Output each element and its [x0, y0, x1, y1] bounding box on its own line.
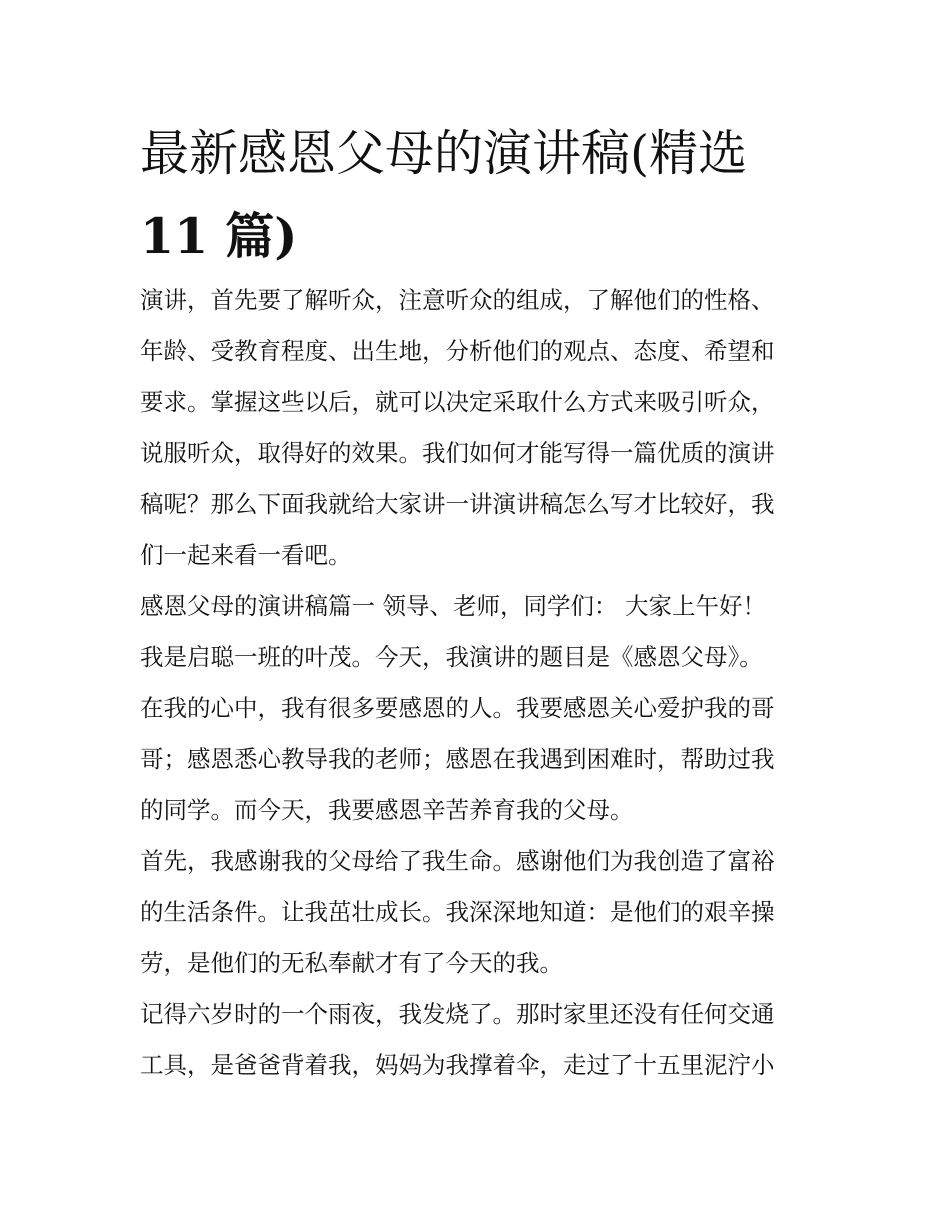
text-line: 演讲，首先要了解听众，注意听众的组成，了解他们的性格、 — [140, 286, 775, 314]
text-line: 工具，是爸爸背着我，妈妈为我撑着伞，走过了十五里泥泞小 — [140, 1051, 775, 1079]
document-body — [140, 282, 820, 1098]
text-line: 感恩父母的演讲稿篇一 领导、老师，同学们： 大家上午好！ — [140, 592, 766, 620]
text-line: 说服听众，取得好的效果。我们如何才能写得一篇优质的演讲 — [140, 439, 775, 467]
text-line: 哥；感恩悉心教导我的老师；感恩在我遇到困难时，帮助过我 — [140, 745, 775, 773]
text-line: 我是启聪一班的叶茂。今天，我演讲的题目是《感恩父母》。 — [140, 643, 763, 671]
title-line-1: 最新感恩父母的演讲稿(精选 — [140, 125, 748, 182]
text-line: 要求。掌握这些以后，就可以决定采取什么方式来吸引听众， — [140, 388, 775, 416]
text-line: 记得六岁时的一个雨夜，我发烧了。那时家里还没有任何交通 — [140, 1000, 775, 1028]
text-line: 年龄、受教育程度、出生地，分析他们的观点、态度、希望和 — [140, 337, 775, 365]
text-line: 的同学。而今天，我要感恩辛苦养育我的父母。 — [140, 796, 634, 824]
document-title — [140, 112, 747, 278]
text-line: 稿呢？那么下面我就给大家讲一讲演讲稿怎么写才比较好，我 — [140, 490, 775, 518]
text-line: 们一起来看一看吧。 — [140, 541, 352, 569]
text-line: 劳，是他们的无私奉献才有了今天的我。 — [140, 949, 563, 977]
text-line: 首先，我感谢我的父母给了我生命。感谢他们为我创造了富裕 — [140, 847, 775, 875]
text-line: 的生活条件。让我茁壮成长。我深深地知道：是他们的艰辛操 — [140, 898, 775, 926]
title-line-2: 11 篇) — [140, 207, 298, 265]
text-line: 在我的心中，我有很多要感恩的人。我要感恩关心爱护我的哥 — [140, 694, 775, 722]
